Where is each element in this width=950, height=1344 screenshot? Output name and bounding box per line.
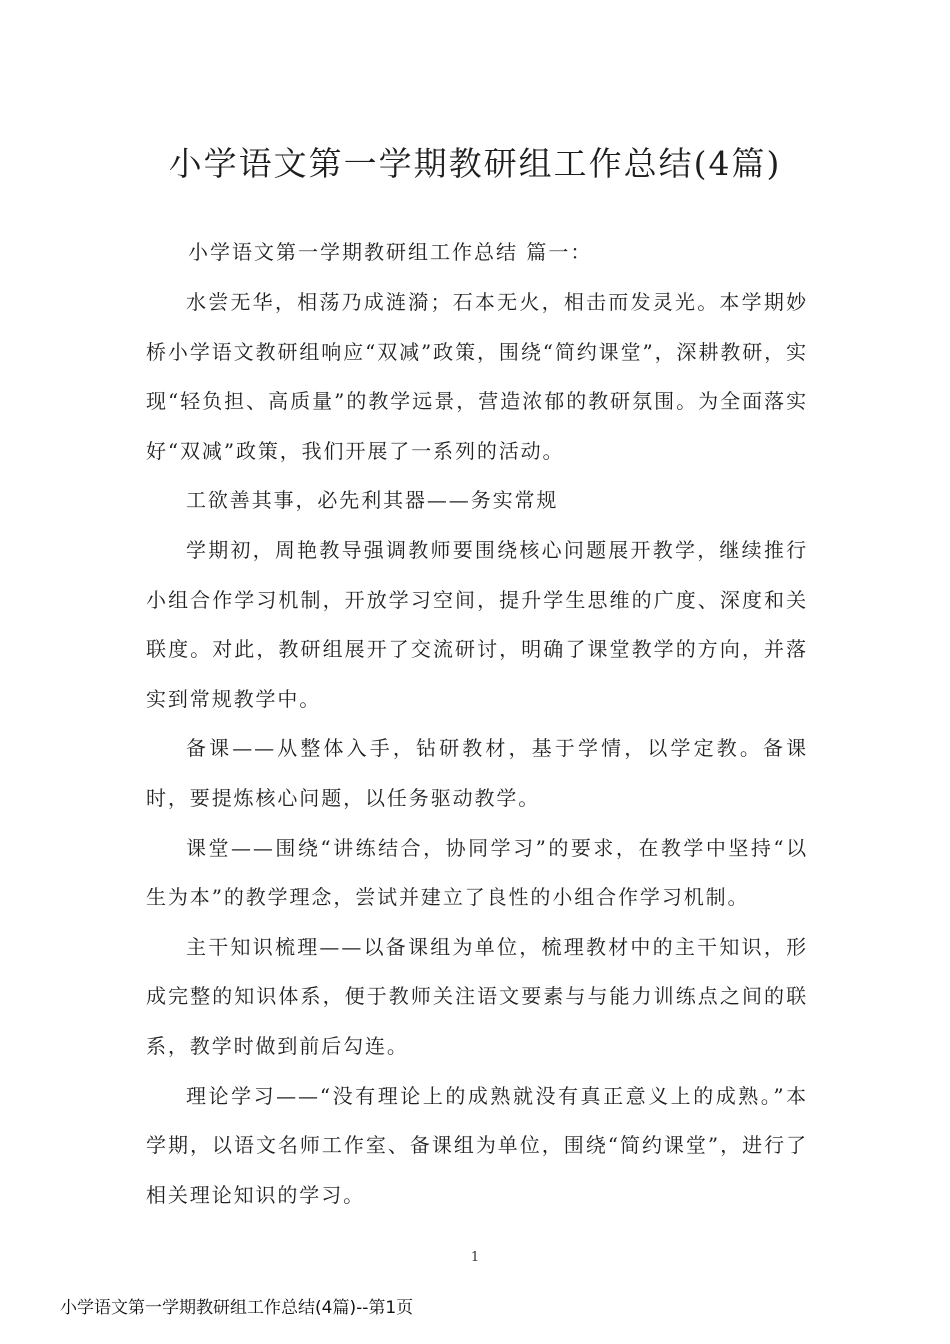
section-subtitle: 小学语文第一学期教研组工作总结 篇一： <box>188 240 593 264</box>
paragraph: 工欲善其事，必先利其器——务实常规 <box>186 488 559 513</box>
paragraph: 学期初，周艳教导强调教师要围绕核心问题展开教学，继续推行小组合作学习机制，开放学习空间，提升学生思维的广度、深度和关联度。对此，教研组展开了交流研讨，明确了课堂教学的方向，并落实到常规教学中。 <box>146 537 808 711</box>
document-body <box>146 278 808 1220</box>
paragraph: 备课——从整体入手，钻研教材，基于学情，以学定教。备课时，要提炼核心问题，以任务驱动教学。 <box>146 736 808 810</box>
page-footer: 小学语文第一学期教研组工作总结(4篇)--第1页 <box>60 1298 414 1318</box>
paragraph: 水尝无华，相荡乃成涟漪；石本无火，相击而发灵光。本学期妙桥小学语文教研组响应“双减”政策，围绕“简约课堂”，深耕教研，实现“轻负担、高质量”的教学远景，营造浓郁的教研氛围。为全面落实好“双减”政策，我们开展了一系列的活动。 <box>146 290 808 463</box>
page-number: 1 <box>470 1250 480 1265</box>
paragraph: 课堂——围绕“讲练结合，协同学习”的要求，在教学中坚持“以生为本”的教学理念，尝试并建立了良性的小组合作学习机制。 <box>146 835 808 910</box>
paragraph: 理论学习——“没有理论上的成熟就没有真正意义上的成熟。”本学期，以语文名师工作室、备课组为单位，围绕“简约课堂”，进行了相关理论知识的学习。 <box>146 1083 808 1207</box>
document-title: 小学语文第一学期教研组工作总结(4篇) <box>168 144 782 183</box>
paragraph: 主干知识梳理——以备课组为单位，梳理教材中的主干知识，形成完整的知识体系，便于教师关注语文要素与与能力训练点之间的联系，教学时做到前后勾连。 <box>146 934 808 1058</box>
